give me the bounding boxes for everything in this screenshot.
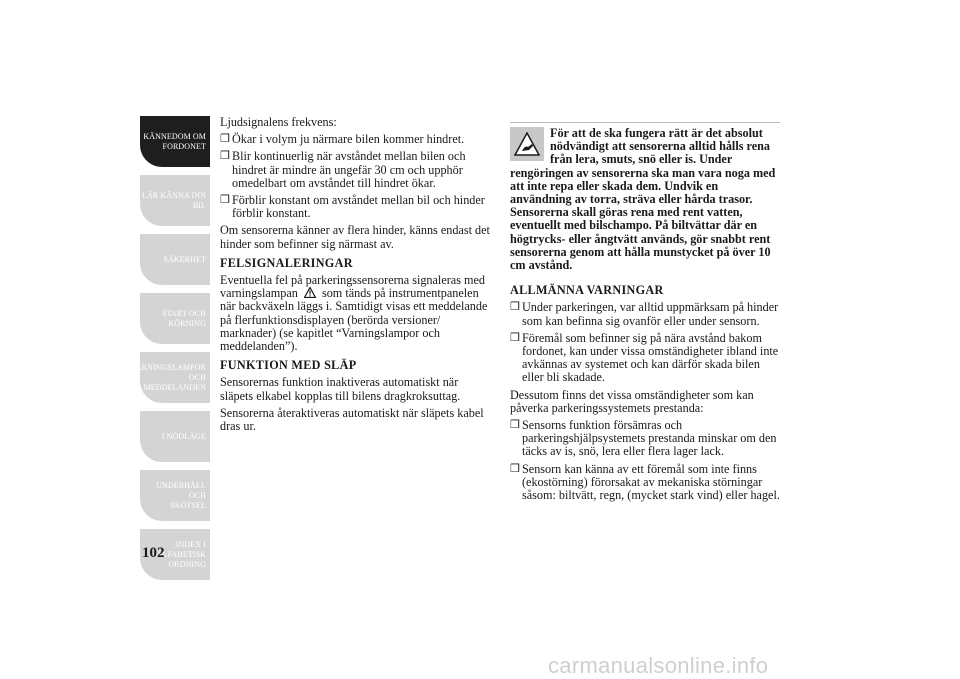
list-item: ❒ Sensorn kan känna av ett föremål som inte finns (ekostörning) förorsakat av mekaniska störningar såsom: biltvätt, regn, (mycket stark vind) eller hagel. bbox=[510, 461, 780, 503]
divider bbox=[510, 122, 780, 123]
intro-text: Ljudsignalens frekvens: bbox=[220, 115, 337, 129]
tab-kannedom-om-fordonet[interactable]: KÄNNEDOM OM FORDONET bbox=[140, 116, 210, 167]
paragraph: Sensorernas funktion inaktiveras automatiskt när släpets elkabel kopplas till bilens dragkroksuttag. bbox=[220, 375, 461, 403]
left-column bbox=[220, 116, 492, 437]
checkbox-bullet-icon: ❒ bbox=[510, 419, 520, 432]
right-column bbox=[510, 122, 780, 506]
section-heading: ALLMÄNNA VARNINGAR bbox=[510, 283, 664, 298]
hand-warning-icon bbox=[510, 127, 544, 161]
list-item: ❒ Föremål som befinner sig på nära avstånd bakom fordonet, kan under vissa omständigheter ibland inte avkännas av systemet och kan därför skada bilen eller bli skadade. bbox=[510, 330, 779, 385]
checkbox-bullet-icon: ❒ bbox=[510, 331, 520, 344]
chapter-tabs bbox=[130, 116, 210, 588]
list-item: ❒ Under parkeringen, var alltid uppmärksam på hinder som kan befinna sig ovanför eller under sensorn. bbox=[510, 300, 779, 328]
warning-triangle-icon bbox=[304, 287, 316, 298]
warning-box: För att de ska fungera rätt är det absolut nödvändigt att sensorerna alltid hålls rena från lera, smuts, snö eller is. Under rengöringen av sensorerna ska man vara noga med att inte repa eller skada dem. Undvik en användning av torra, sträva eller hårda trasor. Sensorerna skall göras rena med rent vatten, eventuellt med bilschampo. På biltvättar där en högtrycks- eller ångtvätt används, gör snabbt rent sensorerna genom att hålla munstycket på över 10 cm avstånd. bbox=[510, 126, 776, 273]
list-item: ❒ Sensorns funktion försämras och parkeringshjälpsystemets prestanda minskar om den täcks av is, snö, lera eller flera lager lack. bbox=[510, 418, 777, 459]
paragraph: Dessutom finns det vissa omständigheter som kan påverka parkeringssystemets prestanda: bbox=[510, 387, 754, 415]
section-heading: FUNKTION MED SLÄP bbox=[220, 358, 357, 373]
checkbox-bullet-icon: ❒ bbox=[510, 301, 520, 314]
tab-underhall-och-skotsel[interactable]: UNDERHÅLL OCH SKÖTSEL bbox=[140, 470, 210, 521]
list-item: ❒ Blir kontinuerlig när avståndet mellan bilen och hindret är mindre än ungefär 30 cm och upphör omedelbart om avståndet till hindret ökar. bbox=[220, 149, 466, 190]
list-item: ❒ Förblir konstant om avståndet mellan bil och hinder förblir konstant. bbox=[220, 193, 485, 221]
section-heading: FELSIGNALERINGAR bbox=[220, 255, 353, 270]
list-item: ❒ Ökar i volym ju närmare bilen kommer hindret. bbox=[220, 132, 465, 147]
page-number: 102 bbox=[142, 545, 165, 561]
tab-index[interactable]: INDEX I ALFABETISK ORDNING bbox=[140, 529, 210, 580]
paragraph: Eventuella fel på parkeringssensorerna signaleras med varningslampan som tänds på instrumentpanelen när backväxeln läggs i. Samtidigt visas ett meddelande på flerfunktionsdisplayen (berörda versioner/ marknader) (se kapitlet “Varningslampor och meddelanden”). bbox=[220, 273, 488, 354]
tab-start-och-korning[interactable]: START OCH KÖRNING bbox=[140, 293, 210, 344]
tab-varningslampor[interactable]: VARNINGSLAMPOR OCH MEDDELANDEN bbox=[140, 352, 210, 403]
checkbox-bullet-icon: ❒ bbox=[220, 150, 230, 163]
checkbox-bullet-icon: ❒ bbox=[220, 194, 230, 207]
tab-i-nodlage[interactable]: I NÖDLÄGE bbox=[140, 411, 210, 462]
tab-sakerhet[interactable]: SÄKERHET bbox=[140, 234, 210, 285]
checkbox-bullet-icon: ❒ bbox=[510, 462, 520, 475]
paragraph: Om sensorerna känner av flera hinder, känns endast det hinder som befinner sig närmast av. bbox=[220, 223, 490, 251]
tab-lar-kanna-din-bil[interactable]: LÄR KÄNNA DIN BIL bbox=[140, 175, 210, 226]
checkbox-bullet-icon: ❒ bbox=[220, 133, 230, 146]
watermark: carmanualsonline.info bbox=[548, 653, 769, 678]
paragraph: Sensorerna återaktiveras automatiskt när släpets kabel dras ur. bbox=[220, 405, 484, 434]
